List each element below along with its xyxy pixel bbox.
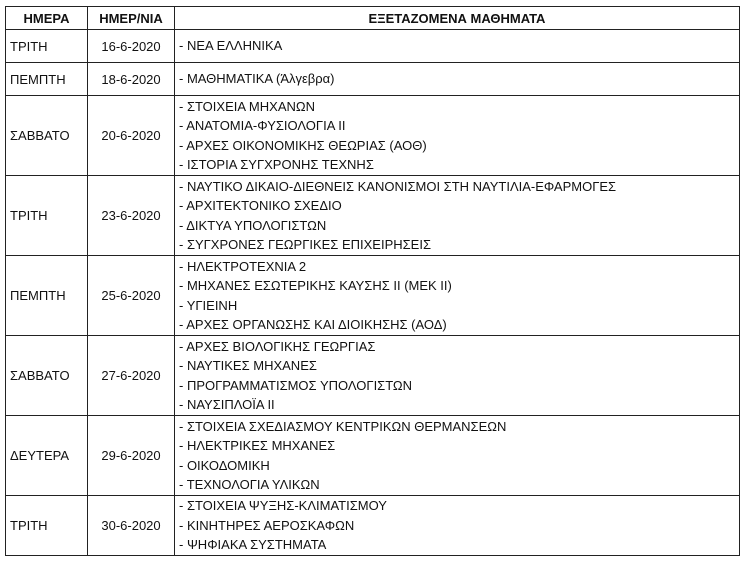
table-row <box>6 256 740 336</box>
subject-item: - ΜΑΘΗΜΑΤΙΚΑ (Άλγεβρα) <box>179 71 335 87</box>
subject-item: - ΨΗΦΙΑΚΑ ΣΥΣΤΗΜΑΤΑ <box>179 537 327 553</box>
subject-item: - ΜΗΧΑΝΕΣ ΕΣΩΤΕΡΙΚΗΣ ΚΑΥΣΗΣ ΙΙ (ΜΕΚ ΙΙ) <box>179 278 452 293</box>
subjects-cell <box>175 176 740 256</box>
subject-item: - ΚΙΝΗΤΗΡΕΣ ΑΕΡΟΣΚΑΦΩΝ <box>179 517 355 533</box>
day-cell: ΣΑΒΒΑΤΟ <box>6 96 88 176</box>
schedule-body <box>6 30 740 556</box>
subject-item: - ΝΑΥΣΙΠΛΟΪΑ ΙΙ <box>179 397 275 412</box>
subject-item: - ΝΑΥΤΙΚΟ ΔΙΚΑΙΟ-ΔΙΕΘΝΕΙΣ ΚΑΝΟΝΙΣΜΟΙ ΣΤΗ ΝΑΥΤΙΛΙΑ-ΕΦΑΡΜΟΓΕΣ <box>179 178 617 194</box>
day-cell: ΤΡΙΤΗ <box>6 176 88 256</box>
subject-item: - ΝΑΥΤΙΚΕΣ ΜΗΧΑΝΕΣ <box>179 358 317 373</box>
day-cell: ΣΑΒΒΑΤΟ <box>6 336 88 416</box>
subjects-cell <box>175 256 740 336</box>
subject-item: - ΑΡΧΕΣ ΟΡΓΑΝΩΣΗΣ ΚΑΙ ΔΙΟΙΚΗΣΗΣ (ΑΟΔ) <box>179 317 447 332</box>
subject-item: - ΠΡΟΓΡΑΜΜΑΤΙΣΜΟΣ ΥΠΟΛΟΓΙΣΤΩΝ <box>179 377 413 393</box>
day-cell: ΔΕΥΤΕΡΑ <box>6 416 88 496</box>
subject-item: - ΑΡΧΕΣ ΒΙΟΛΟΓΙΚΗΣ ΓΕΩΡΓΙΑΣ <box>179 338 376 354</box>
date-cell: 16-6-2020 <box>88 30 175 63</box>
subject-item: - ΣΥΓΧΡΟΝΕΣ ΓΕΩΡΓΙΚΕΣ ΕΠΙΧΕΙΡΗΣΕΙΣ <box>179 237 431 252</box>
subject-item: - ΑΡΧΕΣ ΟΙΚΟΝΟΜΙΚΗΣ ΘΕΩΡΙΑΣ (ΑΟΘ) <box>179 137 427 153</box>
subject-item: - ΟΙΚΟΔΟΜΙΚΗ <box>179 457 270 473</box>
header-date: ΗΜΕΡ/ΝΙΑ <box>88 7 175 30</box>
subjects-cell <box>175 30 740 63</box>
date-cell: 29-6-2020 <box>88 416 175 496</box>
subjects-cell <box>175 416 740 496</box>
header-day: ΗΜΕΡΑ <box>6 7 88 30</box>
date-cell: 30-6-2020 <box>88 496 175 556</box>
subject-item: - ΥΓΙΕΙΝΗ <box>179 297 238 313</box>
exam-schedule <box>5 6 740 556</box>
date-cell: 27-6-2020 <box>88 336 175 416</box>
day-cell: ΤΡΙΤΗ <box>6 496 88 556</box>
table-row <box>6 496 740 556</box>
subjects-cell <box>175 96 740 176</box>
subjects-cell <box>175 63 740 96</box>
day-cell: ΤΡΙΤΗ <box>6 30 88 63</box>
date-cell: 20-6-2020 <box>88 96 175 176</box>
subject-item: - ΗΛΕΚΤΡΙΚΕΣ ΜΗΧΑΝΕΣ <box>179 438 336 453</box>
subject-item: - ΔΙΚΤΥΑ ΥΠΟΛΟΓΙΣΤΩΝ <box>179 217 327 233</box>
day-cell: ΠΕΜΠΤΗ <box>6 256 88 336</box>
subjects-cell <box>175 336 740 416</box>
subjects-cell <box>175 496 740 556</box>
subject-item: - ΣΤΟΙΧΕΙΑ ΨΥΞΗΣ-ΚΛΙΜΑΤΙΣΜΟΥ <box>179 498 387 514</box>
day-cell: ΠΕΜΠΤΗ <box>6 63 88 96</box>
subject-item: - ΗΛΕΚΤΡΟΤΕΧΝΙΑ 2 <box>179 258 307 274</box>
table-row <box>6 416 740 496</box>
date-cell: 23-6-2020 <box>88 176 175 256</box>
subject-item: - ΑΝΑΤΟΜΙΑ-ΦΥΣΙΟΛΟΓΙΑ ΙΙ <box>179 118 346 133</box>
table-row <box>6 30 740 63</box>
date-cell: 18-6-2020 <box>88 63 175 96</box>
date-cell: 25-6-2020 <box>88 256 175 336</box>
subject-item: - ΝΕΑ ΕΛΛΗΝΙΚΑ <box>179 38 283 54</box>
subject-item: - ΑΡΧΙΤΕΚΤΟΝΙΚΟ ΣΧΕΔΙΟ <box>179 198 342 213</box>
table-row <box>6 96 740 176</box>
exam-schedule-table <box>5 6 740 556</box>
table-row <box>6 63 740 96</box>
table-row <box>6 176 740 256</box>
header-subjects: ΕΞΕΤΑΖΟΜΕΝΑ ΜΑΘΗΜΑΤΑ <box>175 7 740 30</box>
table-row <box>6 336 740 416</box>
subject-item: - ΤΕΧΝΟΛΟΓΙΑ ΥΛΙΚΩΝ <box>179 477 320 492</box>
subject-item: - ΣΤΟΙΧΕΙΑ ΣΧΕΔΙΑΣΜΟΥ ΚΕΝΤΡΙΚΩΝ ΘΕΡΜΑΝΣΕΩΝ <box>179 418 507 434</box>
subject-item: - ΣΤΟΙΧΕΙΑ ΜΗΧΑΝΩΝ <box>179 98 315 114</box>
subject-item: - ΙΣΤΟΡΙΑ ΣΥΓΧΡΟΝΗΣ ΤΕΧΝΗΣ <box>179 157 374 172</box>
header-row <box>6 7 740 30</box>
